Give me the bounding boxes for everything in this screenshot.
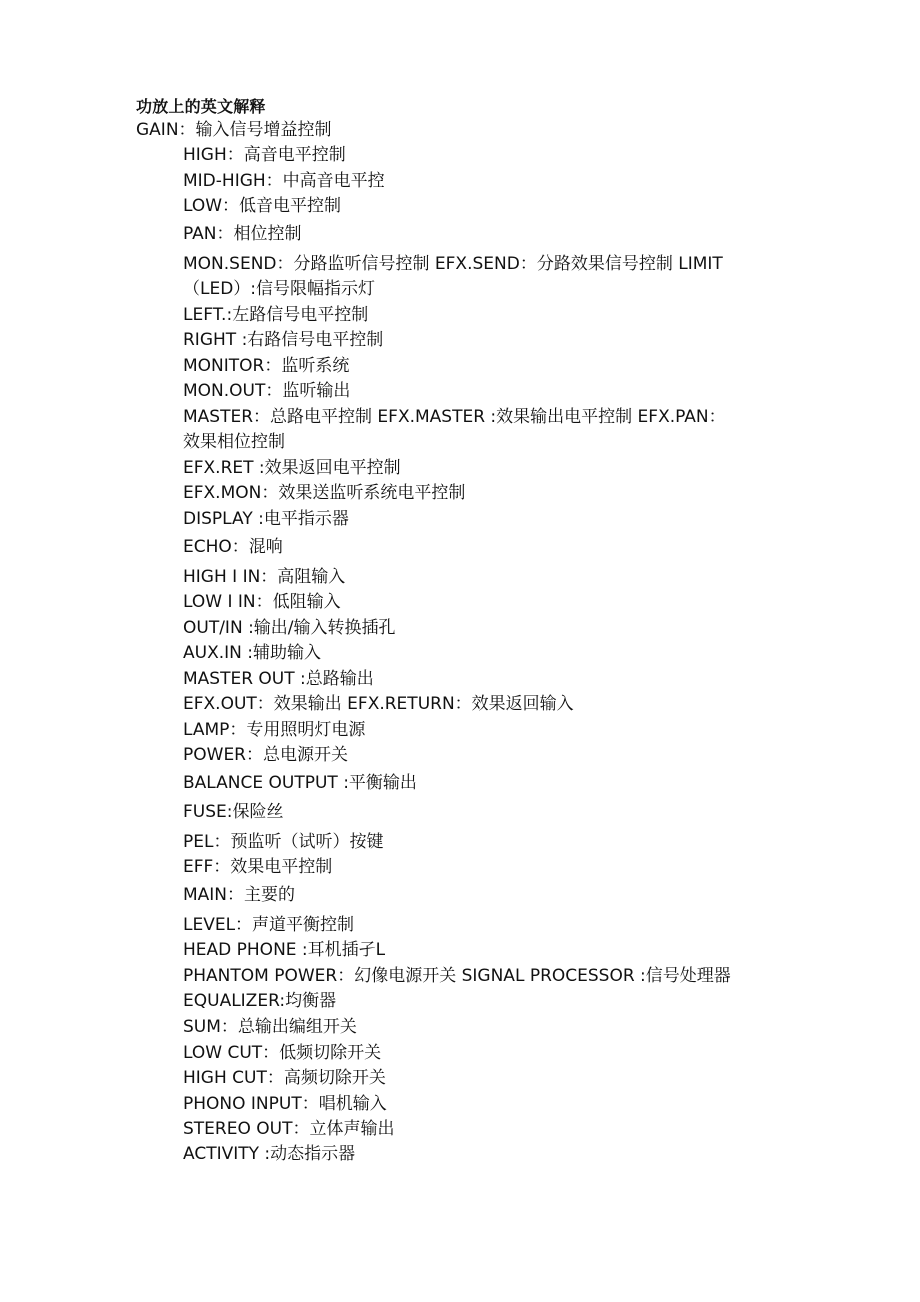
- glossary-line-pel: PEL：预监听（试听）按键: [183, 832, 384, 852]
- glossary-line-head-phone: HEAD PHONE :耳机插孑L: [183, 940, 386, 960]
- glossary-line-high: HIGH：高音电平控制: [183, 145, 346, 165]
- glossary-line-monitor: MONITOR：监听系统: [183, 356, 350, 376]
- glossary-line-gain: GAIN：输入信号增益控制: [136, 120, 332, 140]
- glossary-line-balance-output: BALANCE OUTPUT :平衡输出: [183, 773, 417, 793]
- glossary-line-power: POWER：总电源开关: [183, 745, 348, 765]
- glossary-line-low-i-in: LOW I IN：低阻输入: [183, 592, 341, 612]
- glossary-line-level: LEVEL：声道平衡控制: [183, 915, 355, 935]
- glossary-line-stereo-out: STEREO OUT：立体声输出: [183, 1119, 395, 1139]
- glossary-line-mid-high: MID-HIGH：中高音电平控: [183, 171, 385, 191]
- glossary-line-high-i-in: HIGH I IN：高阻输入: [183, 567, 346, 587]
- glossary-line-efx-ret: EFX.RET :效果返回电平控制: [183, 458, 401, 478]
- glossary-line-limit-led: （LED）:信号限幅指示灯: [183, 279, 376, 299]
- glossary-line-pan: PAN：相位控制: [183, 224, 302, 244]
- glossary-line-left: LEFT.:左路信号电平控制: [183, 305, 369, 325]
- glossary-line-eff: EFF：效果电平控制: [183, 857, 333, 877]
- glossary-line-master: MASTER：总路电平控制 EFX.MASTER :效果输出电平控制 EFX.PAN：: [183, 407, 726, 427]
- glossary-line-master-out: MASTER OUT :总路输出: [183, 669, 374, 689]
- glossary-line-fuse: FUSE:保险丝: [183, 802, 284, 822]
- glossary-line-lamp: LAMP：专用照明灯电源: [183, 720, 366, 740]
- glossary-line-high-cut: HIGH CUT：高频切除开关: [183, 1068, 386, 1088]
- glossary-line-low: LOW：低音电平控制: [183, 196, 342, 216]
- glossary-line-mon-send: MON.SEND：分路监听信号控制 EFX.SEND：分路效果信号控制 LIMIT: [183, 254, 723, 274]
- glossary-line-aux-in: AUX.IN :辅助输入: [183, 643, 321, 663]
- glossary-line-efx-mon: EFX.MON：效果送监听系统电平控制: [183, 483, 466, 503]
- document-title: 功放上的英文解释: [136, 97, 266, 116]
- glossary-line-efx-out: EFX.OUT：效果输出 EFX.RETURN：效果返回输入: [183, 694, 574, 714]
- glossary-line-phono-input: PHONO INPUT：唱机输入: [183, 1094, 387, 1114]
- glossary-line-mon-out: MON.OUT：监听输出: [183, 381, 351, 401]
- glossary-line-equalizer: EQUALIZER:均衡器: [183, 991, 337, 1011]
- glossary-line-activity: ACTIVITY :动态指示器: [183, 1144, 356, 1164]
- glossary-line-efx-pan-cont: 效果相位控制: [183, 432, 285, 452]
- glossary-line-out-in: OUT/IN :输出/输入转换插孔: [183, 618, 396, 638]
- glossary-line-low-cut: LOW CUT：低频切除开关: [183, 1043, 382, 1063]
- glossary-line-right: RIGHT :右路信号电平控制: [183, 330, 384, 350]
- glossary-line-echo: ECHO：混响: [183, 537, 283, 557]
- glossary-line-display: DISPLAY :电平指示器: [183, 509, 349, 529]
- glossary-line-main: MAIN：主要的: [183, 885, 296, 905]
- glossary-line-phantom-power: PHANTOM POWER：幻像电源开关 SIGNAL PROCESSOR :信号处理器: [183, 966, 731, 986]
- glossary-line-sum: SUM：总输出编组开关: [183, 1017, 357, 1037]
